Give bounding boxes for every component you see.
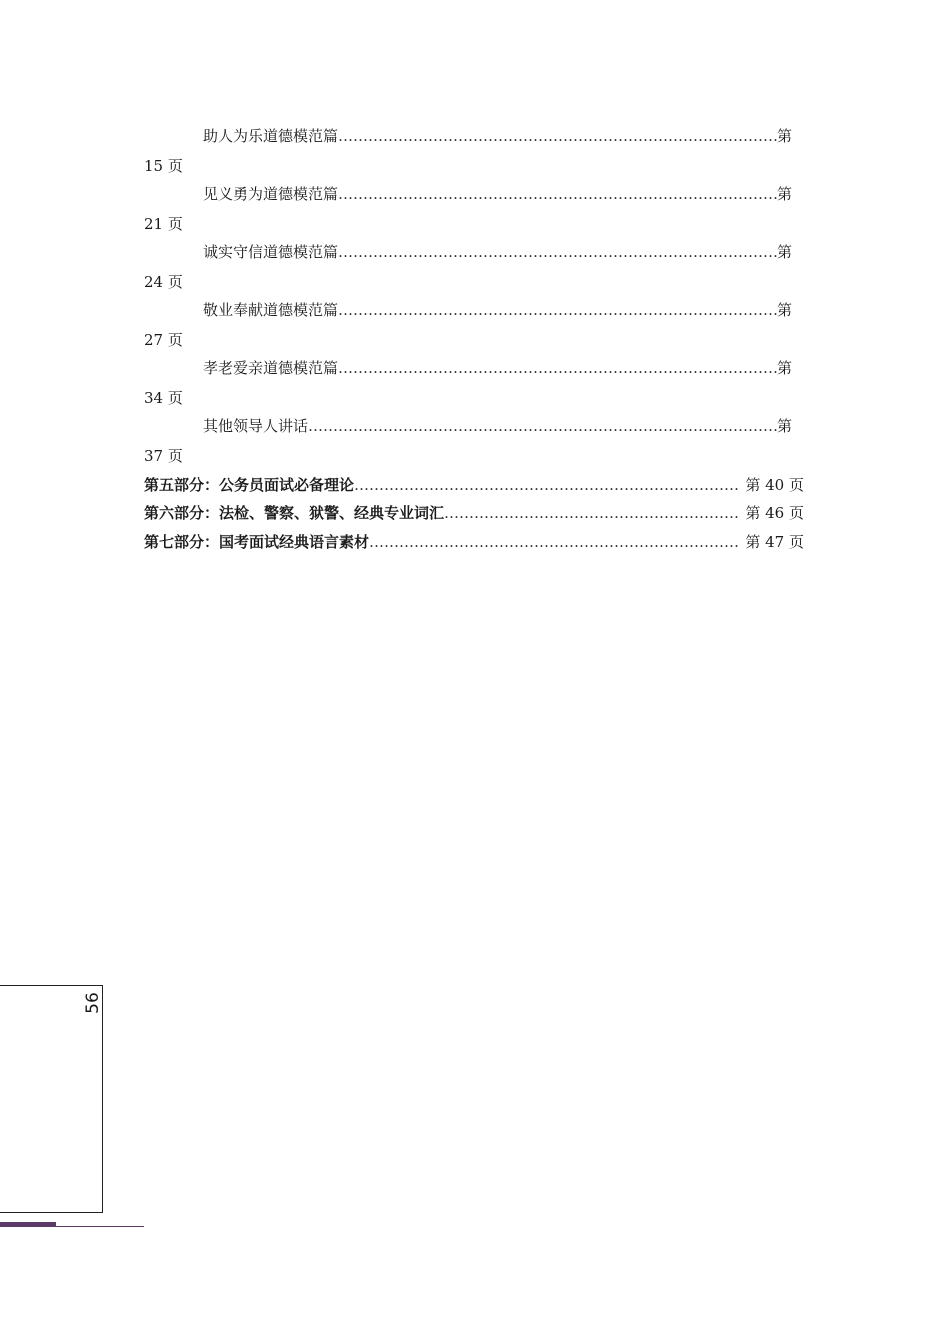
toc-part-title: 第七部分：国考面试经典语言素材 [144,533,370,551]
toc-part-page: 第 47 页 [745,533,804,551]
toc-part-title: 第五部分：公务员面试必备理论 [144,476,355,494]
leader-dots [308,416,777,436]
toc-entry-page: 37 页 [144,447,183,465]
page-number-frame [0,985,103,1213]
toc-part-page: 第 46 页 [745,504,804,522]
toc-main-entry[interactable] [144,503,804,523]
toc-sub-entry[interactable] [203,184,792,204]
footer-accent-line [56,1226,144,1227]
footer-accent-bar [0,1222,56,1227]
leader-dots [338,300,777,320]
toc-sub-entry[interactable] [203,416,792,436]
toc-sub-entry[interactable] [203,126,792,146]
toc-entry-title: 助人为乐道德模范篇 [203,127,339,145]
toc-entry-page: 21 页 [144,215,183,233]
toc-entry-page: 15 页 [144,157,183,175]
leader-dots [338,358,777,378]
page-number: 56 [83,992,103,1014]
leader-dots [338,126,777,146]
toc-part-page: 第 40 页 [745,476,804,494]
toc-part-title: 第六部分：法检、警察、狱警、经典专业词汇 [144,504,445,522]
toc-entry-page: 24 页 [144,273,183,291]
leader-dots [354,475,739,495]
leader-dots [444,503,739,523]
toc-entry-title: 敬业奉献道德模范篇 [203,301,339,319]
leader-dots [369,532,739,552]
leader-dots [338,242,777,262]
toc-sub-entry[interactable] [203,300,792,320]
toc-entry-page-prefix: 第 [776,417,792,435]
toc-entry-page: 34 页 [144,389,183,407]
toc-entry-page: 27 页 [144,331,183,349]
toc-entry-page-prefix: 第 [776,185,792,203]
toc-entry-title: 其他领导人讲话 [203,417,309,435]
toc-sub-entry[interactable] [203,358,792,378]
toc-entry-page-prefix: 第 [776,127,792,145]
toc-entry-page-prefix: 第 [776,301,792,319]
toc-entry-title: 孝老爱亲道德模范篇 [203,359,339,377]
toc-entry-title: 见义勇为道德模范篇 [203,185,339,203]
toc-main-entry[interactable] [144,532,804,552]
toc-entry-page-prefix: 第 [776,359,792,377]
toc-main-entry[interactable] [144,475,804,495]
leader-dots [338,184,777,204]
toc-entry-title: 诚实守信道德模范篇 [203,243,339,261]
toc-entry-page-prefix: 第 [776,243,792,261]
toc-sub-entry[interactable] [203,242,792,262]
